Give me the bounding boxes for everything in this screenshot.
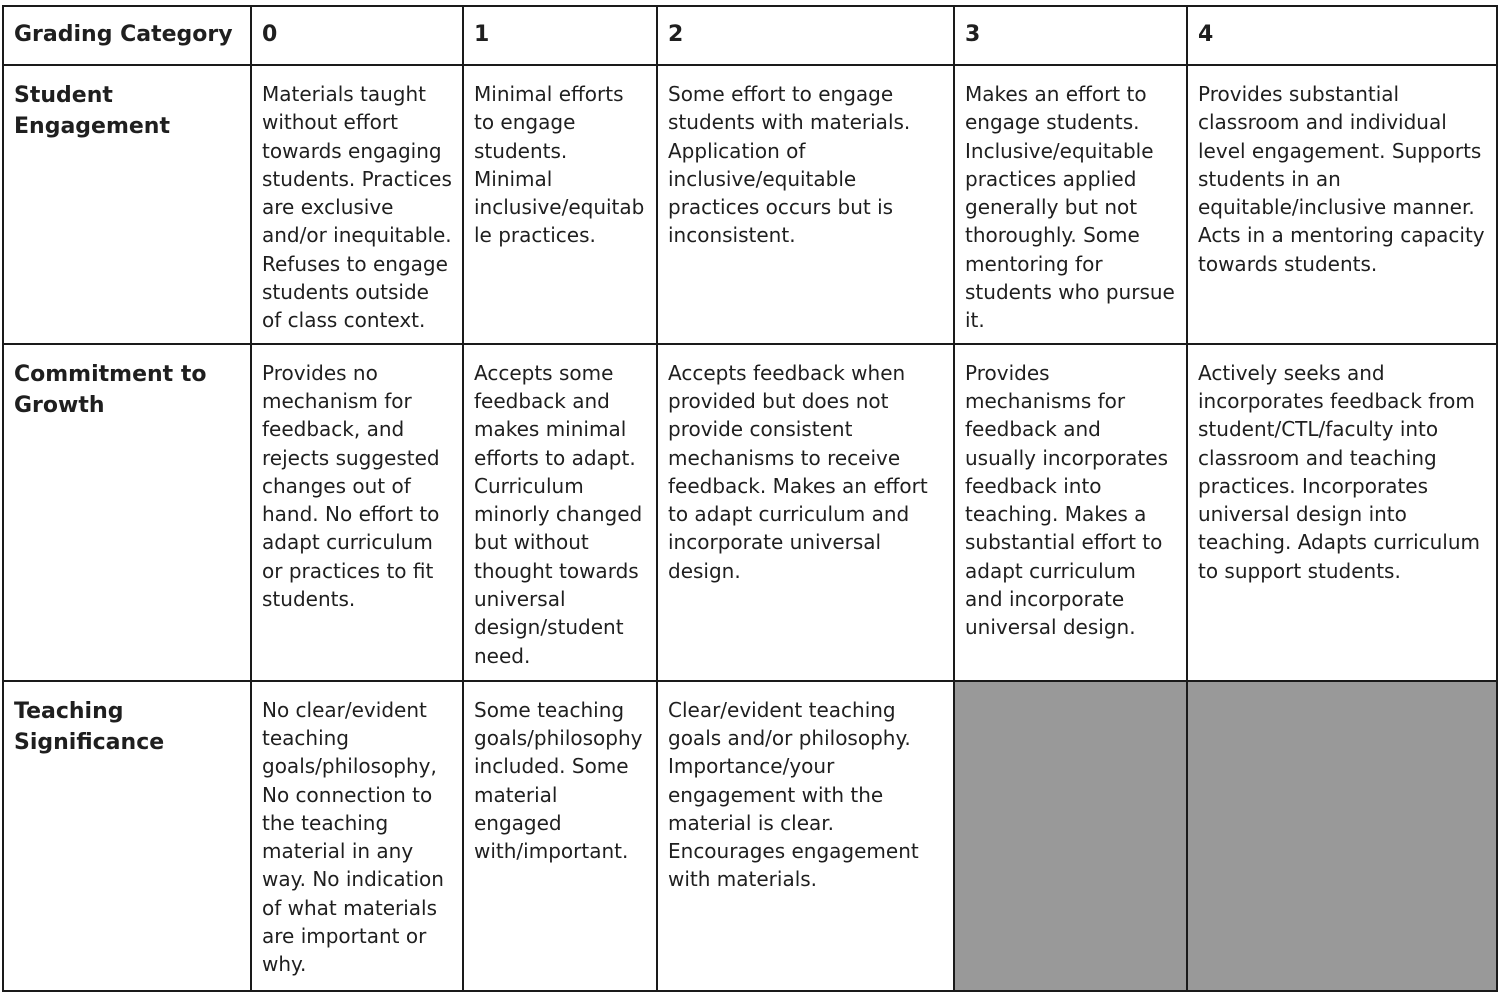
header-grading-category: Grading Category <box>3 6 251 65</box>
cell-growth-2: Accepts feedback when provided but does not provide consistent mechanisms to receive feedback. Makes an effort to adapt curriculum and incorporate universal design. <box>657 344 954 681</box>
header-row <box>3 6 1497 65</box>
header-score-2: 2 <box>657 6 954 65</box>
cell-engagement-0: Materials taught without effort towards engaging students. Practices are exclusive and/or inequitable. Refuses to engage students outside of class context. <box>251 65 463 344</box>
cell-growth-1: Accepts some feedback and makes minimal efforts to adapt. Curriculum minorly changed but without thought towards universal design/student need. <box>463 344 657 681</box>
category-student-engagement: Student Engagement <box>3 65 251 344</box>
header-score-0: 0 <box>251 6 463 65</box>
cell-significance-0: No clear/evident teaching goals/philosophy, No connection to the teaching material in any way. No indication of what materials are important or why. <box>251 681 463 991</box>
header-score-3: 3 <box>954 6 1187 65</box>
cell-growth-4: Actively seeks and incorporates feedback from student/CTL/faculty into classroom and teaching practices. Incorporates universal design into teaching. Adapts curriculum to support students. <box>1187 344 1497 681</box>
row-student-engagement <box>3 65 1497 344</box>
cell-growth-0: Provides no mechanism for feedback, and rejects suggested changes out of hand. No effort to adapt curriculum or practices to fit students. <box>251 344 463 681</box>
row-commitment-to-growth <box>3 344 1497 681</box>
cell-significance-3-shaded <box>954 681 1187 991</box>
cell-engagement-4: Provides substantial classroom and individual level engagement. Supports students in an equitable/inclusive manner. Acts in a mentoring capacity towards students. <box>1187 65 1497 344</box>
cell-significance-4-shaded <box>1187 681 1497 991</box>
cell-engagement-3: Makes an effort to engage students. Inclusive/equitable practices applied generally but not thoroughly. Some mentoring for students who pursue it. <box>954 65 1187 344</box>
header-score-1: 1 <box>463 6 657 65</box>
grading-rubric-table <box>2 5 1498 992</box>
cell-significance-2: Clear/evident teaching goals and/or philosophy. Importance/your engagement with the material is clear. Encourages engagement with materials. <box>657 681 954 991</box>
cell-significance-1: Some teaching goals/philosophy included. Some material engaged with/important. <box>463 681 657 991</box>
category-teaching-significance: Teaching Significance <box>3 681 251 991</box>
header-score-4: 4 <box>1187 6 1497 65</box>
cell-engagement-2: Some effort to engage students with materials. Application of inclusive/equitable practices occurs but is inconsistent. <box>657 65 954 344</box>
row-teaching-significance <box>3 681 1497 991</box>
category-commitment-to-growth: Commitment to Growth <box>3 344 251 681</box>
cell-engagement-1: Minimal efforts to engage students. Minimal inclusive/equitab le practices. <box>463 65 657 344</box>
cell-growth-3: Provides mechanisms for feedback and usually incorporates feedback into teaching. Makes a substantial effort to adapt curriculum and incorporate universal design. <box>954 344 1187 681</box>
